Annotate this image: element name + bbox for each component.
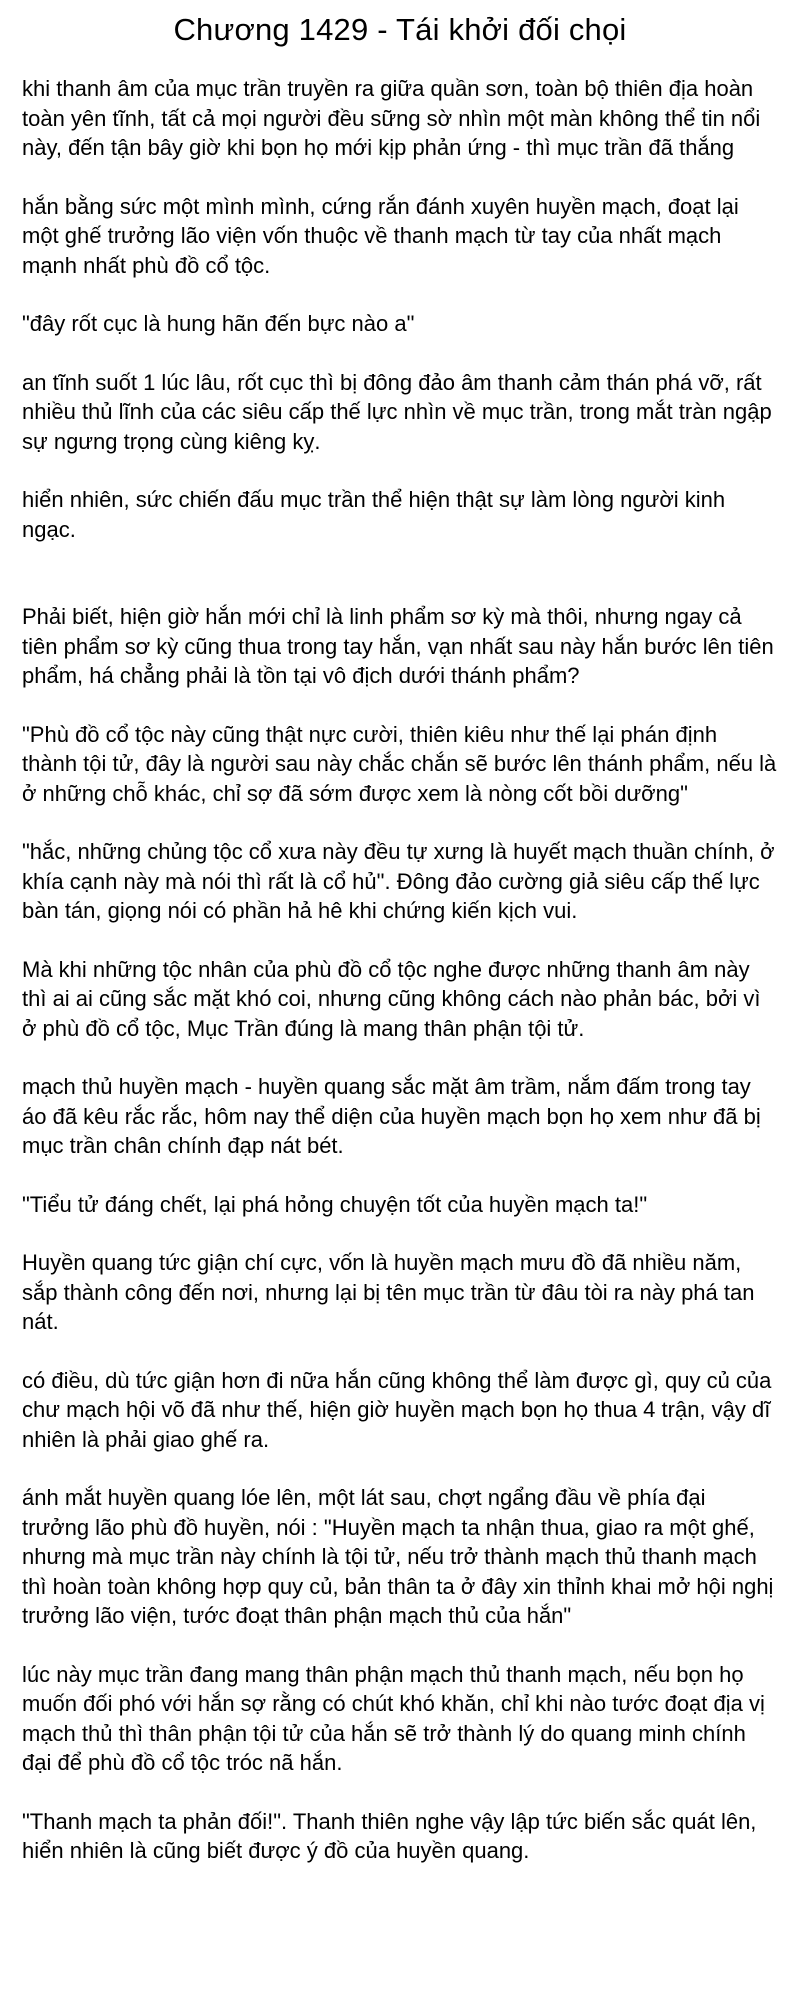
paragraph: "hắc, những chủng tộc cổ xưa này đều tự xưng là huyết mạch thuần chính, ở khía cạnh này mà nói thì rất là cổ hủ". Đông đảo cường giả siêu cấp thế lực bàn tán, giọng nói có phần hả hê khi chứng kiến kịch vui. [22,839,775,923]
paragraph: "đây rốt cục là hung hãn đến bực nào a" [22,311,415,336]
paragraph: ánh mắt huyền quang lóe lên, một lát sau, chợt ngẩng đầu về phía đại trưởng lão phù đồ huyền, nói : "Huyền mạch ta nhận thua, giao ra một ghế, nhưng mà mục trần này chính là tội tử, nếu trở thành mạch thủ thanh mạch thì hoàn toàn không hợp quy củ, bản thân ta ở đây xin thỉnh khai mở hội nghị trưởng lão viện, tước đoạt thân phận mạch thủ của hắn" [22,1485,774,1628]
paragraph: "Phù đồ cổ tộc này cũng thật nực cười, thiên kiêu như thế lại phán định thành tội tử, đây là người sau này chắc chắn sẽ bước lên thánh phẩm, nếu là ở những chỗ khác, chỉ sợ đã sớm được xem là nòng cốt bồi dưỡng" [22,721,777,806]
paragraph: mạch thủ huyền mạch - huyền quang sắc mặt âm trầm, nắm đấm trong tay áo đã kêu rắc rắc, hôm nay thể diện của huyền mạch bọn họ xem như đã bị mục trần chân chính đạp nát bét. [22,1074,761,1158]
paragraph: an tĩnh suốt 1 lúc lâu, rốt cục thì bị đông đảo âm thanh cảm thán phá vỡ, rất nhiều thủ lĩnh của các siêu cấp thế lực nhìn về mục trần, trong mắt tràn ngập sự ngưng trọng cùng kiêng kỵ. [22,369,772,454]
paragraph: khi thanh âm của mục trần truyền ra giữa quần sơn, toàn bộ thiên địa hoàn toàn yên tĩnh, tất cả mọi người đều sững sờ nhìn một màn không thể tin nổi này, đến tận bây giờ khi bọn họ mới kịp phản ứng - thì mục trần đã thắng [22,76,761,160]
paragraph: Huyền quang tức giận chí cực, vốn là huyền mạch mưu đồ đã nhiều năm, sắp thành công đến nơi, nhưng lại bị tên mục trần từ đâu tòi ra này phá tan nát. [22,1250,755,1334]
paragraph: "Tiểu tử đáng chết, lại phá hỏng chuyện tốt của huyền mạch ta!" [22,1191,648,1217]
paragraph: hiển nhiên, sức chiến đấu mục trần thể hiện thật sự làm lòng người kinh ngạc. [22,487,726,542]
paragraph: "Thanh mạch ta phản đối!". Thanh thiên nghe vậy lập tức biến sắc quát lên, hiển nhiên là cũng biết được ý đồ của huyền quang. [22,1808,757,1863]
paragraph: hắn bằng sức một mình mình, cứng rắn đánh xuyên huyền mạch, đoạt lại một ghế trưởng lão viện vốn thuộc về thanh mạch từ tay của nhất mạch mạnh nhất phù đồ cổ tộc. [22,193,739,278]
paragraph: có điều, dù tức giận hơn đi nữa hắn cũng không thể làm được gì, quy củ của chư mạch hội võ đã như thế, hiện giờ huyền mạch bọn họ thua 4 trận, vậy dĩ nhiên là phải giao ghế ra. [22,1367,772,1452]
paragraph: Phải biết, hiện giờ hắn mới chỉ là linh phẩm sơ kỳ mà thôi, nhưng ngay cả tiên phẩm sơ kỳ cũng thua trong tay hắn, vạn nhất sau này hắn bước lên tiên phẩm, há chẳng phải là tồn tại vô địch dưới thánh phẩm? [22,604,774,688]
paragraph: lúc này mục trần đang mang thân phận mạch thủ thanh mạch, nếu bọn họ muốn đối phó với hắn sợ rằng có chút khó khăn, chỉ khi nào tước đoạt địa vị mạch thủ thì thân phận tội tử của hắn sẽ trở thành lý do quang minh chính đại để phù đồ cổ tộc tróc nã hắn. [22,1661,765,1775]
paragraph: Mà khi những tộc nhân của phù đồ cổ tộc nghe được những thanh âm này thì ai ai cũng sắc mặt khó coi, nhưng cũng không cách nào phản bác, bởi vì ở phù đồ cổ tộc, Mục Trần đúng là mang thân phận tội tử. [22,956,761,1041]
chapter-title: Chương 1429 - Tái khởi đối chọi [173,12,627,47]
chapter-body [22,74,778,1866]
